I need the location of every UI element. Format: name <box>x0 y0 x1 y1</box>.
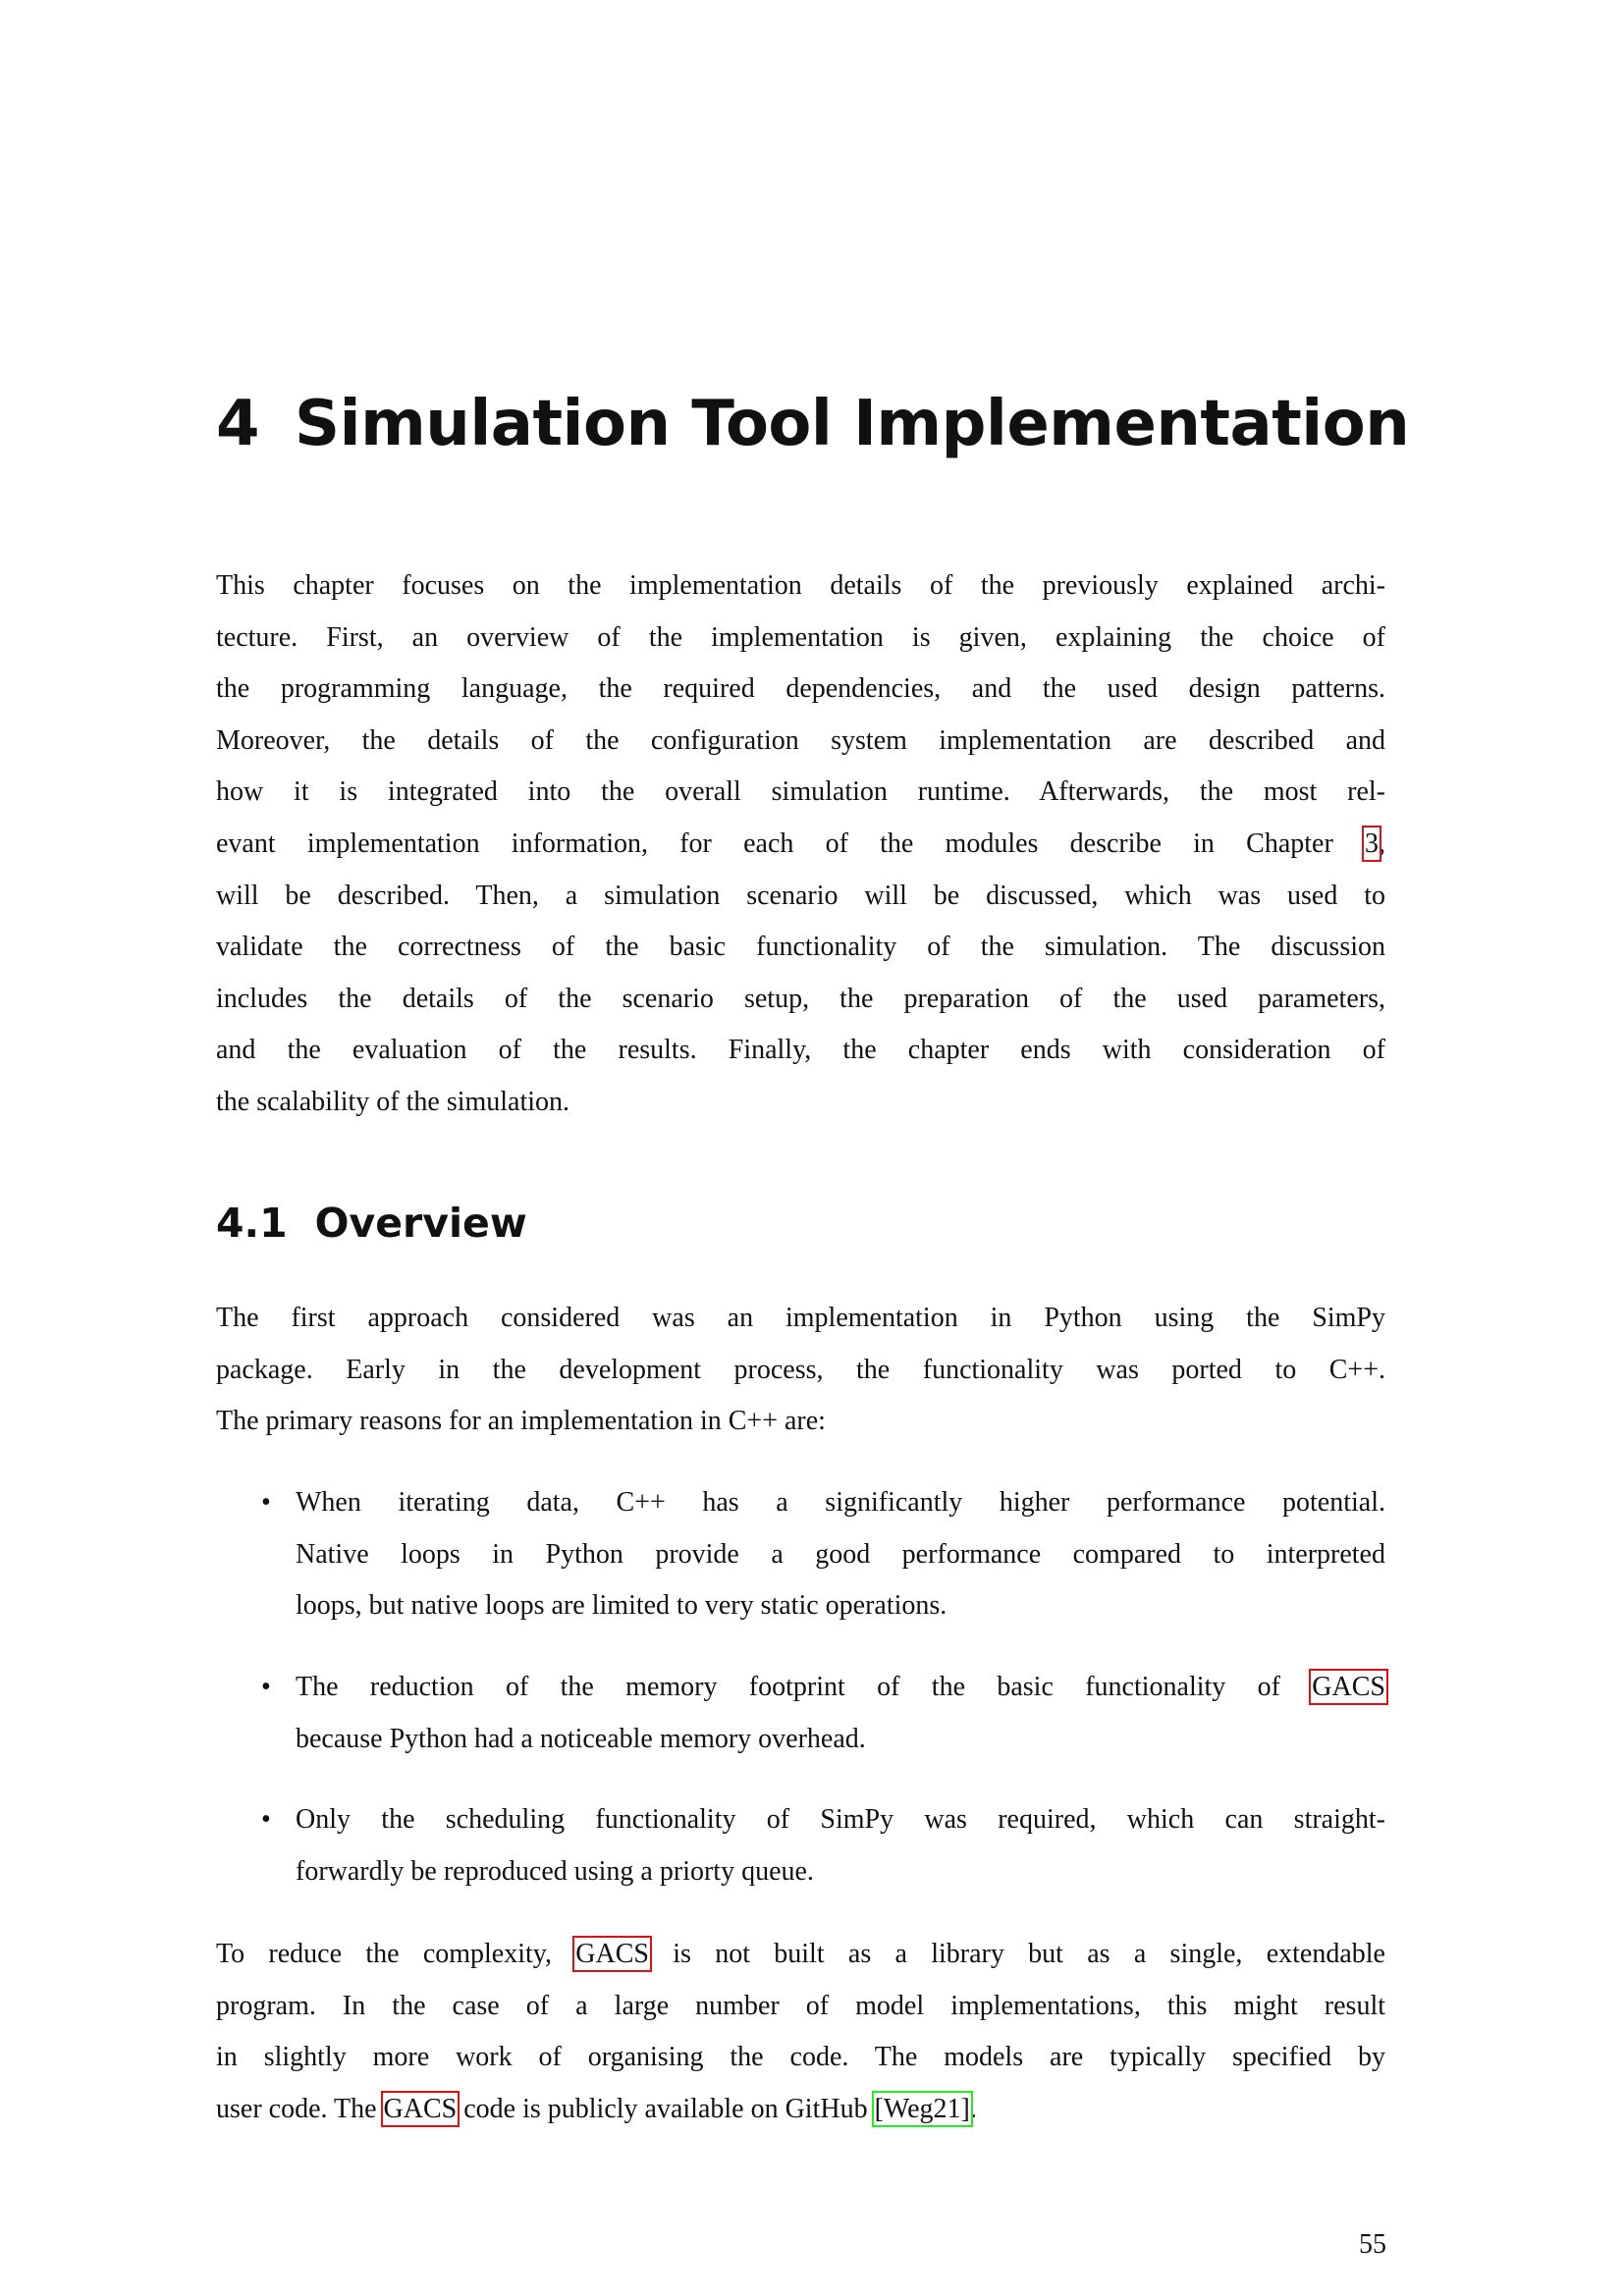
section-heading <box>216 1200 527 1247</box>
overview-paragraph-line <box>216 1301 1385 1336</box>
text-segment: The primary reasons for an implementation in C++ are: <box>216 1406 826 1437</box>
citation-link[interactable]: [Weg21] <box>874 2093 970 2124</box>
cross-reference-link[interactable]: GACS <box>1312 1672 1385 1702</box>
bullet-item-line <box>296 1485 1385 1521</box>
text-segment: evant implementation information, for each of the modules describe in Chapter <box>216 828 1365 859</box>
text-segment: Only the scheduling functionality of SimPy was required, which can straight- <box>296 1804 1385 1835</box>
text-segment: This chapter focuses on the implementation details of the previously explained archi- <box>216 570 1385 601</box>
cross-reference-link[interactable]: 3 <box>1365 828 1379 859</box>
text-segment: To reduce the complexity, <box>216 1939 576 1969</box>
bullet-item-line <box>296 1722 1385 1757</box>
intro-line <box>216 620 1385 656</box>
bullet-icon: • <box>261 1804 271 1835</box>
text-segment: and the evaluation of the results. Finally, the chapter ends with consideration of <box>216 1035 1385 1066</box>
overview-paragraph-line <box>216 2040 1385 2075</box>
text-segment: , <box>1379 828 1385 859</box>
text-segment: Moreover, the details of the configuration system implementation are described and <box>216 724 1385 756</box>
bullet-item-line <box>296 1537 1385 1573</box>
intro-line <box>216 568 1385 604</box>
intro-line <box>216 1085 1385 1120</box>
intro-line <box>216 1033 1385 1068</box>
text-segment: When iterating data, C++ has a significantly higher performance potential. <box>296 1487 1385 1518</box>
text-segment: loops, but native loops are limited to very static operations. <box>296 1590 947 1622</box>
bullet-item-line <box>296 1802 1385 1838</box>
chapter-number: 4 <box>216 388 260 460</box>
text-segment: package. Early in the development process, the functionality was ported to C++. <box>216 1354 1385 1385</box>
text-segment: The first approach considered was an implementation in Python using the SimPy <box>216 1303 1385 1333</box>
overview-paragraph-line <box>216 2092 1385 2127</box>
intro-line <box>216 827 1385 862</box>
chapter-title-text: Simulation Tool Implementation <box>295 388 1410 460</box>
text-segment: user code. The <box>216 2093 384 2124</box>
overview-paragraph-line <box>216 1989 1385 2024</box>
text-segment: the programming language, the required dependencies, and the used design patterns. <box>216 673 1385 705</box>
text-segment: how it is integrated into the overall simulation runtime. Afterwards, the most rel- <box>216 776 1385 808</box>
text-segment: . <box>969 2093 977 2124</box>
bullet-item-line <box>296 1588 1385 1624</box>
text-segment: is not built as a library but as a single, extendable <box>648 1939 1385 1969</box>
overview-paragraph-line <box>216 1404 1385 1439</box>
intro-line <box>216 774 1385 810</box>
text-segment: includes the details of the scenario setup, the preparation of the used parameters, <box>216 983 1385 1014</box>
intro-line <box>216 982 1385 1017</box>
intro-line <box>216 671 1385 707</box>
bullet-item-line <box>296 1670 1385 1705</box>
chapter-title <box>216 388 1409 460</box>
text-segment: The reduction of the memory footprint of the basic functionality of <box>296 1672 1313 1702</box>
text-segment: because Python had a noticeable memory overhead. <box>296 1723 866 1754</box>
text-segment: will be described. Then, a simulation scenario will be discussed, which was used to <box>216 880 1385 911</box>
text-segment: validate the correctness of the basic functionality of the simulation. The discussion <box>216 932 1385 963</box>
overview-paragraph-line <box>216 1937 1385 1972</box>
text-segment: code is publicly available on GitHub <box>457 2093 875 2124</box>
bullet-icon: • <box>261 1672 271 1702</box>
cross-reference-link[interactable]: GACS <box>383 2093 458 2124</box>
text-segment: in slightly more work of organising the code. The models are typically specified by <box>216 2042 1385 2073</box>
text-segment: forwardly be reproduced using a priorty queue. <box>296 1855 814 1887</box>
intro-line <box>216 723 1385 759</box>
text-segment: tecture. First, an overview of the implementation is given, explaining the choice of <box>216 621 1385 653</box>
bullet-icon: • <box>261 1487 271 1518</box>
page-number: 55 <box>1359 2229 1386 2260</box>
overview-paragraph-line <box>216 1353 1385 1388</box>
section-number: 4.1 <box>216 1200 288 1247</box>
bullet-item-line <box>296 1854 1385 1890</box>
text-segment: the scalability of the simulation. <box>216 1087 570 1117</box>
text-segment: program. In the case of a large number of model implementations, this might result <box>216 1990 1385 2021</box>
text-segment: Native loops in Python provide a good performance compared to interpreted <box>296 1538 1385 1570</box>
section-title-text: Overview <box>314 1200 527 1247</box>
cross-reference-link[interactable]: GACS <box>575 1939 649 1969</box>
intro-line <box>216 930 1385 965</box>
intro-line <box>216 879 1385 914</box>
